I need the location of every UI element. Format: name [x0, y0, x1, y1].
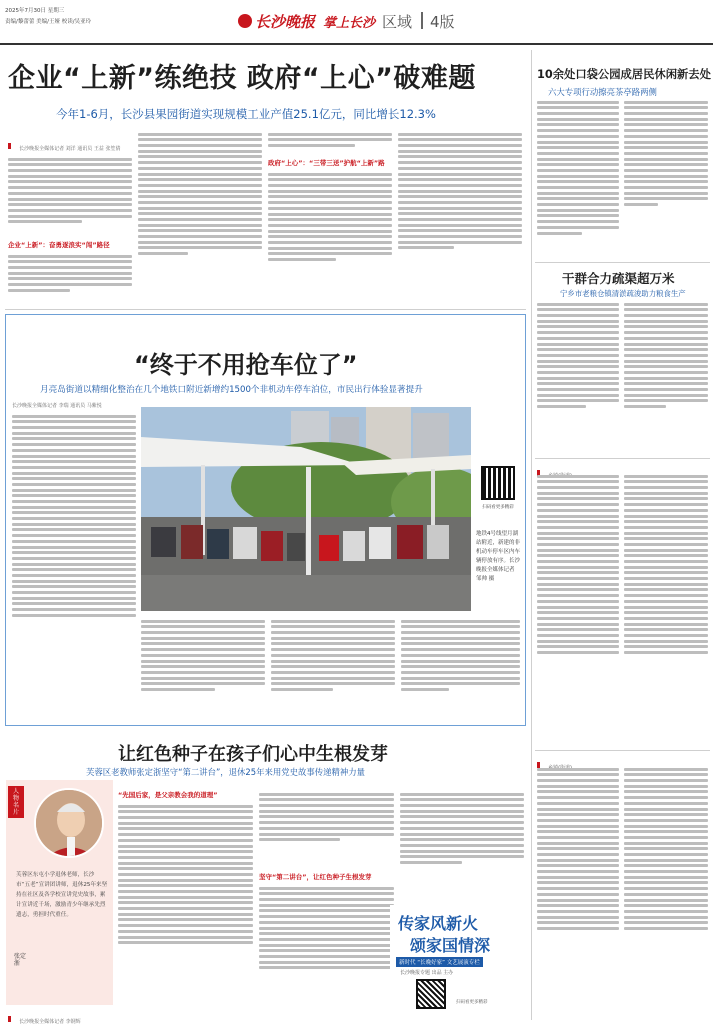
- feature-col-4: [401, 617, 520, 717]
- bottom-crosshead-2: 坚守“第二讲台”，让红色种子生根发芽: [259, 873, 372, 881]
- masthead-editor: 责编/黎蕾蕾 美编/王娅 校读/吴亚玲: [5, 19, 92, 25]
- right-brief-col-b: [624, 472, 708, 747]
- feature-qr-caption: 扫码看更多精彩: [482, 505, 514, 510]
- byline-marker-icon: [8, 1016, 11, 1022]
- promo-line-1: 传家风新火: [398, 914, 479, 933]
- bottom-crosshead-1: “先国后家，是父亲教会我的道理”: [118, 791, 218, 799]
- lead-byline-text: 长沙晚报全媒体记者 刘洋 通讯员 王益 张笙倩: [19, 146, 121, 152]
- lead-crosshead-2: 政府“上心”：“三带三送”护航“上新”路: [268, 159, 385, 167]
- lead-col-3b: [268, 170, 392, 308]
- feature-col-2: [141, 617, 265, 717]
- masthead: [0, 0, 713, 42]
- qr-code-icon[interactable]: [481, 466, 515, 500]
- logo-text: 长沙晚报: [255, 12, 316, 31]
- page-number: 4版: [430, 13, 455, 31]
- masthead-rule: [0, 43, 713, 45]
- right-brief-col-a: [537, 472, 619, 747]
- profile-tag: 人物名片: [8, 786, 24, 818]
- promo-qr-icon[interactable]: [416, 979, 446, 1009]
- lead-title: 企业“上新”练绝技 政府“上心”破难题: [8, 63, 476, 94]
- right-top-title: 10余处口袋公园成居民休闲新去处: [537, 68, 711, 81]
- profile-card: [6, 780, 113, 1005]
- feature-photo-caption: 地铁4号线望月湖站附近，新建的非机动车停车区内车辆停放有序。长沙晚报全媒体记者 邹帅 摄: [476, 531, 521, 582]
- bottom-byline: [8, 1008, 81, 1024]
- right-top-col-b: [624, 98, 708, 258]
- right-top-col-a: [537, 98, 619, 293]
- bottom-title: 让红色种子在孩子们心中生根发芽: [118, 744, 388, 765]
- right-brief2-col-b: [624, 765, 708, 1017]
- logo-subtext: 掌上长沙: [323, 15, 376, 31]
- right-brief2-col-a: [537, 765, 619, 1017]
- bottom-col-1: [118, 802, 253, 1017]
- promo-box: [390, 905, 526, 1019]
- parking-photo: [141, 407, 471, 611]
- right-mid-title: 干群合力疏渠超万米: [562, 271, 675, 286]
- portrait-drawing: [36, 790, 104, 858]
- right-mid-col-b: [624, 300, 708, 455]
- lead-col-4: [398, 130, 522, 308]
- right-section-rule-2: [535, 458, 710, 459]
- right-column-rule: [531, 50, 532, 1020]
- bottom-col-2: [259, 790, 394, 868]
- masthead-date: 2025年7月30日 星期三: [5, 8, 65, 14]
- right-section-rule-1: [535, 262, 710, 263]
- section-name: 区域: [382, 13, 413, 31]
- feature-qr-block: [476, 466, 520, 510]
- promo-qr-caption: 扫码看更多精彩: [456, 1000, 488, 1005]
- lead-byline: [8, 135, 120, 154]
- bottom-col-3: [400, 790, 524, 900]
- right-section-rule-3: [535, 750, 710, 751]
- feature-subtitle: 月亮岛街道以精细化整治在几个地铁口附近新增约1500个非机动车停车泊位，市民出行体验显著提升: [40, 385, 423, 395]
- bottom-byline-text: 长沙晚报全媒体记者 李钢辉: [19, 1019, 81, 1024]
- promo-caption: 长沙晚报专题 出品 主办: [400, 970, 454, 976]
- feature-title: “终于不用抢车位了”: [134, 351, 358, 379]
- newspaper-logo: [238, 11, 375, 31]
- right-mid-subtitle: 宁乡市老粮仓镇清淤疏浚助力粮食生产: [560, 289, 686, 298]
- byline-marker-icon: [8, 143, 11, 149]
- bottom-subtitle: 芙蓉区老教师张定浙坚守“第二讲台”，退休25年来用党史故事传递精神力量: [86, 767, 365, 777]
- logo-mark-icon: [238, 14, 252, 28]
- feature-col-1: [12, 412, 136, 717]
- lead-subtitle: 今年1-6月，长沙县果园街道实现规模工业产值25.1亿元，同比增长12.3%: [56, 107, 436, 121]
- bottom-col-2b: [259, 884, 394, 1017]
- right-top-subtitle: 六大专项行动擦亮茶亭路两侧: [548, 87, 657, 97]
- profile-name: 张定浙: [14, 953, 27, 967]
- feature-byline: 长沙晚报全媒体记者 李瑞 通讯员 马紫悦: [12, 403, 102, 409]
- right-mid-col-a: [537, 300, 619, 455]
- lead-col-1b: [8, 252, 132, 308]
- promo-line-2: 颂家国情深: [410, 936, 491, 955]
- parking-photo-drawing: [141, 407, 471, 611]
- promo-tag: 新时代 “长晚好家” 文艺展演专栏: [396, 957, 483, 967]
- feature-col-3: [271, 617, 395, 717]
- lead-bottom-rule: [5, 309, 526, 310]
- lead-col-3: [268, 130, 392, 155]
- lead-col-2: [138, 130, 262, 308]
- section-divider: [421, 12, 423, 29]
- lead-crosshead-1: 企业“上新”：奋勇逐浪实“闯”路径: [8, 241, 110, 249]
- profile-portrait: [34, 788, 104, 858]
- profile-text: 芙蓉区东屯小学退休老师，长沙市“五老”宣讲团讲师，退休25年来坚持在社区及各学校宣讲党史故事，累计宣讲近千场，激励青少年继承先烈遗志，勇担时代重任。: [16, 872, 108, 918]
